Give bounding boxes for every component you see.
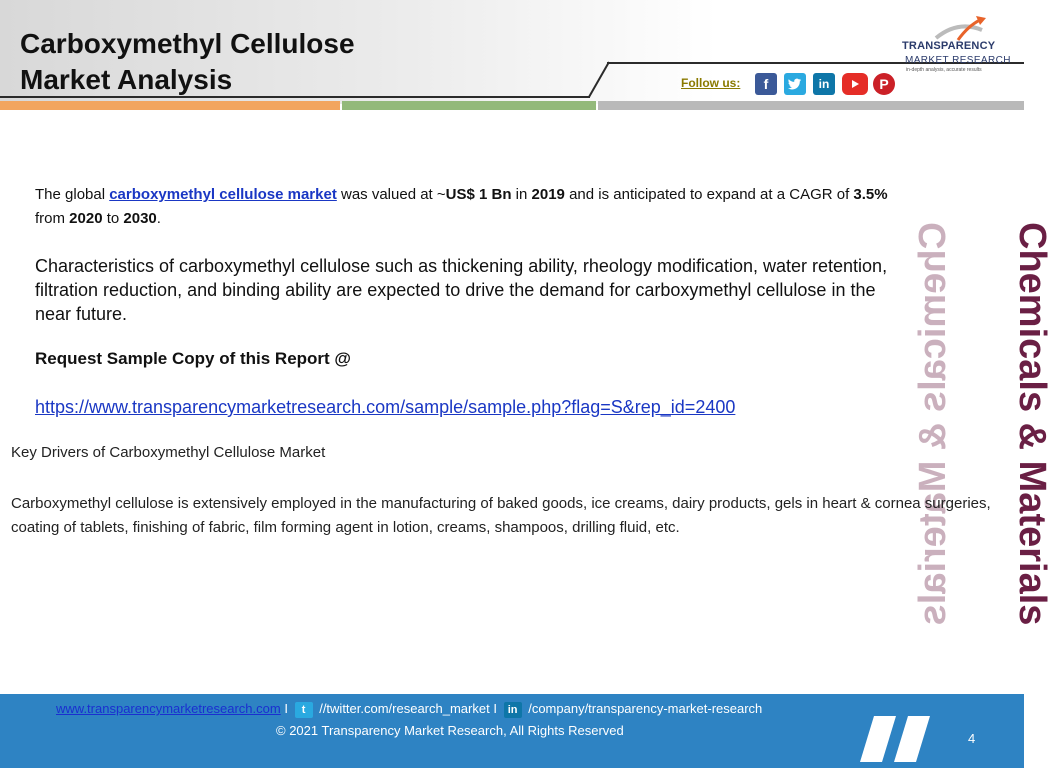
header-stripe-orange (0, 101, 340, 110)
header-divider-slant (585, 60, 611, 100)
title-line-2: Market Analysis (20, 64, 233, 95)
website-link[interactable]: www.transparencymarketresearch.com (56, 701, 281, 716)
drivers-paragraph: Carboxymethyl cellulose is extensively employed in the manufacturing of baked goods, ice creams, dairy products, gels in heart & cornea surgeries, coating of tablets, finishing of fabric, film forming agent in lotion, creams, shampoos, drilling fluid, etc. (11, 495, 991, 536)
page-title (20, 26, 460, 98)
forecast-start-year: 2020 (69, 210, 103, 227)
characteristics-paragraph: Characteristics of carboxymethyl cellulose such as thickening ability, rheology modification, water retention, filtration reduction, and binding ability are expected to drive the demand for carboxymethyl cellulose in the near future. (35, 256, 888, 324)
market-link[interactable]: carboxymethyl cellulose market (109, 186, 337, 203)
forecast-end-year: 2030 (123, 210, 157, 227)
footer-links (56, 701, 762, 718)
slash-decoration (860, 714, 952, 764)
header-divider (0, 96, 590, 98)
header-stripe-green (342, 101, 596, 110)
text-span: in (511, 186, 532, 203)
title-line-1: Carboxymethyl Cellulose (20, 28, 355, 59)
cagr-value: 3.5% (853, 186, 888, 203)
follow-us-label[interactable]: Follow us: (681, 76, 741, 90)
pinterest-icon[interactable]: P (873, 73, 895, 95)
twitter-icon[interactable]: t (295, 702, 313, 718)
sample-link[interactable]: https://www.transparencymarketresearch.com/sample/sample.php?flag=S&rep_id=2400 (35, 397, 736, 417)
base-year: 2019 (531, 186, 565, 203)
text-span: The global (35, 186, 110, 203)
youtube-icon[interactable] (842, 73, 868, 95)
linkedin-icon[interactable]: in (813, 73, 835, 95)
request-sample-label: Request Sample Copy of this Report @ (35, 349, 352, 368)
market-value: US$ 1 Bn (445, 186, 512, 203)
twitter-icon[interactable] (784, 73, 806, 95)
twitter-handle[interactable]: //twitter.com/research_market (319, 701, 490, 716)
category-label: Chemicals & Materials (1011, 222, 1053, 626)
linkedin-path[interactable]: /company/transparency-market-research (528, 701, 763, 716)
separator: I (284, 701, 288, 716)
market-summary (35, 183, 915, 231)
category-label-reflection: Chemicals & Materials (912, 222, 954, 626)
header-stripe-gray (598, 101, 1024, 110)
linkedin-icon[interactable]: in (504, 702, 522, 718)
separator: I (493, 701, 497, 716)
logo-name: TRANSPARENCY (902, 40, 996, 52)
text-span: from (35, 210, 70, 227)
copyright-text: © 2021 Transparency Market Research, All Rights Reserved (276, 723, 624, 738)
text-span: to (102, 210, 124, 227)
logo-tagline: in-depth analysis, accurate results (906, 67, 982, 73)
text-span: and is anticipated to expand at a CAGR of (564, 186, 854, 203)
drivers-heading: Key Drivers of Carboxymethyl Cellulose Market (11, 444, 326, 461)
logo-subtitle: MARKET RESEARCH (905, 55, 1011, 66)
text-span: . (156, 210, 161, 227)
page-number: 4 (968, 731, 976, 746)
text-span: was valued at ~ (336, 186, 446, 203)
facebook-icon[interactable]: f (755, 73, 777, 95)
